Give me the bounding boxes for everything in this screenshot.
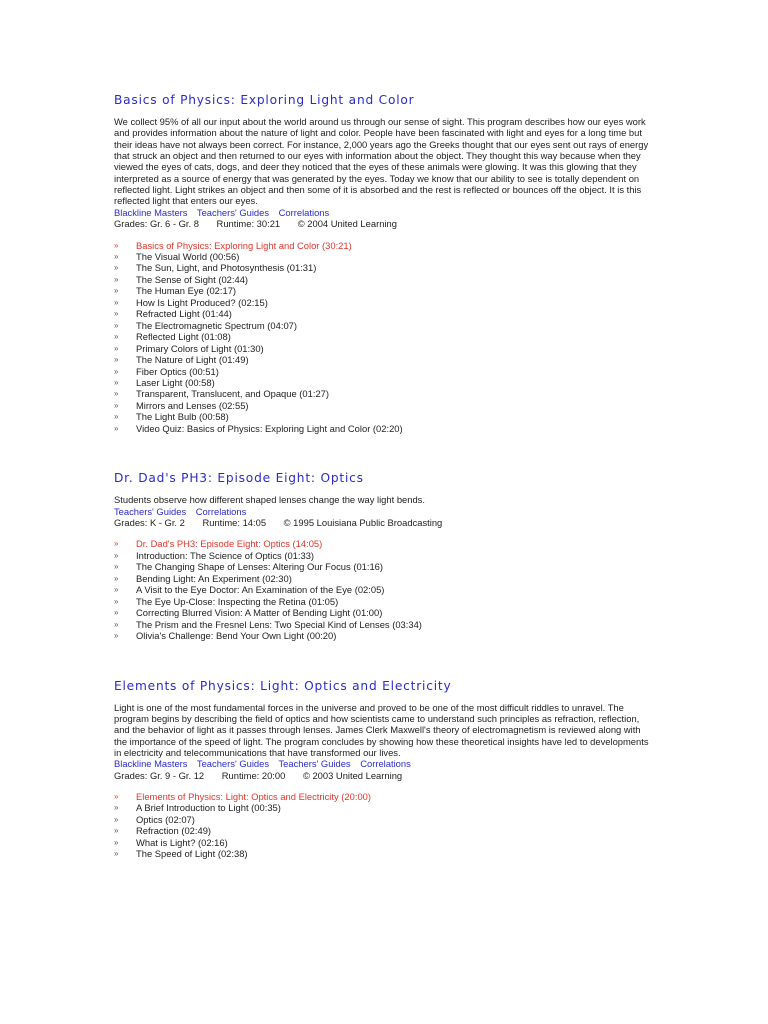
segment-item[interactable] bbox=[114, 837, 654, 848]
segment-label: The Visual World (00:56) bbox=[136, 251, 240, 263]
resource-links bbox=[114, 758, 654, 769]
program-meta bbox=[114, 517, 654, 528]
program-basics-of-physics bbox=[114, 92, 654, 434]
teachers-guides-link[interactable]: Teachers' Guides bbox=[196, 206, 270, 218]
segment-item[interactable] bbox=[114, 331, 654, 342]
segment-item[interactable] bbox=[114, 251, 654, 262]
segment-label: The Speed of Light (02:38) bbox=[136, 848, 248, 860]
correlations-link[interactable]: Correlations bbox=[360, 758, 411, 770]
segment-label: Introduction: The Science of Optics (01:33) bbox=[136, 549, 315, 561]
segment-label: Fiber Optics (00:51) bbox=[136, 365, 219, 377]
bullet-icon: » bbox=[114, 826, 119, 836]
bullet-icon: » bbox=[114, 355, 119, 365]
grades-label: Grades: Gr. 9 - Gr. 12 bbox=[114, 769, 205, 781]
copyright-label: © 1995 Louisiana Public Broadcasting bbox=[283, 517, 443, 529]
segment-label: Primary Colors of Light (01:30) bbox=[136, 342, 264, 354]
bullet-icon: » bbox=[114, 240, 119, 250]
segment-label: A Brief Introduction to Light (00:35) bbox=[136, 802, 281, 814]
bullet-icon: » bbox=[114, 286, 119, 296]
segment-label: The Nature of Light (01:49) bbox=[136, 354, 249, 366]
bullet-icon: » bbox=[114, 585, 119, 595]
segment-label: A Visit to the Eye Doctor: An Examination of the Eye (02:05) bbox=[136, 584, 385, 596]
bullet-icon: » bbox=[114, 343, 119, 353]
segment-item[interactable] bbox=[114, 400, 654, 411]
copyright-label: © 2003 United Learning bbox=[302, 769, 403, 781]
segment-label: Video Quiz: Basics of Physics: Exploring Light and Color (02:20) bbox=[136, 422, 403, 434]
segment-label: Olivia's Challenge: Bend Your Own Light (00:20) bbox=[136, 630, 337, 642]
segment-item[interactable] bbox=[114, 297, 654, 308]
segment-item[interactable] bbox=[114, 607, 654, 618]
bullet-icon: » bbox=[114, 252, 119, 262]
program-meta bbox=[114, 218, 654, 229]
segment-item[interactable] bbox=[114, 377, 654, 388]
bullet-icon: » bbox=[114, 539, 119, 549]
segment-item[interactable] bbox=[114, 630, 654, 641]
bullet-icon: » bbox=[114, 332, 119, 342]
runtime-label: Runtime: 14:05 bbox=[202, 517, 267, 529]
bullet-icon: » bbox=[114, 263, 119, 273]
program-description: We collect 95% of all our input about the world around us through our sense of sight. This program describes how our eyes work and provides information about the nature of light and color. People have been fascinated with light and eyes for a long time but their ideas have not always been correct. For instance, 2,000 years ago the Greeks thought that our eyes sent out rays of energy that struck an object and then returned to our eyes with information about the object. They thought this way because when they viewed the eyes of cats, dogs, and deer they noticed that the eyes of these animals were glowing. It was this glowing that they interpreted as a source of energy that was generated by the eyes. Today we know that our ability to see is totally dependent on reflected light. Light strikes an object and then some of it is absorbed and the rest is reflected or bounces off the object. It is this reflected light that enters our eyes. bbox=[114, 116, 649, 207]
bullet-icon: » bbox=[114, 631, 119, 641]
bullet-icon: » bbox=[114, 837, 119, 847]
bullet-icon: » bbox=[114, 596, 119, 606]
resource-links bbox=[114, 207, 654, 218]
program-listing bbox=[114, 92, 654, 860]
segment-label: The Light Bulb (00:58) bbox=[136, 411, 229, 423]
segment-label: Laser Light (00:58) bbox=[136, 377, 215, 388]
segment-label: Optics (02:07) bbox=[136, 813, 195, 825]
segment-item[interactable] bbox=[114, 584, 654, 595]
correlations-link[interactable]: Correlations bbox=[278, 206, 330, 218]
segment-item-full-program[interactable] bbox=[114, 791, 654, 802]
segment-label: The Eye Up-Close: Inspecting the Retina (01:05) bbox=[136, 595, 339, 607]
segment-label: Refraction (02:49) bbox=[136, 825, 212, 837]
segment-label: The Electromagnetic Spectrum (04:07) bbox=[136, 319, 298, 331]
bullet-icon: » bbox=[114, 389, 119, 399]
bullet-icon: » bbox=[114, 400, 119, 410]
segment-item[interactable] bbox=[114, 561, 654, 572]
segment-item[interactable] bbox=[114, 802, 654, 813]
bullet-icon: » bbox=[114, 803, 119, 813]
teachers-guides-link[interactable]: Teachers' Guides bbox=[196, 758, 270, 770]
segment-item[interactable] bbox=[114, 423, 654, 434]
blackline-masters-link[interactable]: Blackline Masters bbox=[114, 758, 188, 770]
segment-label: Bending Light: An Experiment (02:30) bbox=[136, 572, 292, 584]
bullet-icon: » bbox=[114, 814, 119, 824]
segment-item[interactable] bbox=[114, 550, 654, 561]
segment-list bbox=[114, 538, 654, 641]
segment-label: Dr. Dad's PH3: Episode Eight: Optics (14:05) bbox=[136, 538, 323, 550]
segment-label: The Prism and the Fresnel Lens: Two Special Kind of Lenses (03:34) bbox=[136, 618, 422, 630]
segment-item[interactable] bbox=[114, 343, 654, 354]
segment-label: Reflected Light (01:08) bbox=[136, 331, 231, 343]
runtime-label: Runtime: 30:21 bbox=[216, 218, 281, 230]
bullet-icon: » bbox=[114, 274, 119, 284]
resource-links bbox=[114, 506, 654, 517]
segment-item[interactable] bbox=[114, 320, 654, 331]
segment-item-full-program[interactable] bbox=[114, 240, 654, 251]
grades-label: Grades: K - Gr. 2 bbox=[114, 517, 185, 529]
program-elements-of-physics bbox=[114, 678, 654, 860]
bullet-icon: » bbox=[114, 562, 119, 572]
teachers-guides-link[interactable]: Teachers' Guides bbox=[114, 505, 187, 517]
segment-item[interactable] bbox=[114, 285, 654, 296]
segment-label: Transparent, Translucent, and Opaque (01:27) bbox=[136, 388, 329, 400]
segment-label: The Sense of Sight (02:44) bbox=[136, 273, 249, 285]
segment-label: How Is Light Produced? (02:15) bbox=[136, 296, 268, 308]
program-description: Light is one of the most fundamental forces in the universe and proved to be one of the most difficult riddles to unravel. The program begins by describing the field of optics and how scientists came to understand such principles as refraction, reflection, and the behavior of light as it passes through lenses. James Clerk Maxwell's theory of electromagnetism is reviewed along with the importance of the speed of light. The program concludes by showing how these theoretical insights have led to developments in electricity and telecommunications that have transformed our lives. bbox=[114, 701, 649, 758]
bullet-icon: » bbox=[114, 573, 119, 583]
segment-label: What is Light? (02:16) bbox=[136, 836, 228, 848]
segment-label: Elements of Physics: Light: Optics and Electricity (20:00) bbox=[136, 791, 371, 803]
segment-item[interactable] bbox=[114, 573, 654, 584]
segment-label: The Human Eye (02:17) bbox=[136, 285, 237, 297]
bullet-icon: » bbox=[114, 309, 119, 319]
bullet-icon: » bbox=[114, 792, 119, 802]
blackline-masters-link[interactable]: Blackline Masters bbox=[114, 206, 188, 218]
grades-label: Grades: Gr. 6 - Gr. 8 bbox=[114, 218, 199, 230]
bullet-icon: » bbox=[114, 849, 119, 859]
bullet-icon: » bbox=[114, 366, 119, 376]
segment-item[interactable] bbox=[114, 274, 654, 285]
runtime-label: Runtime: 20:00 bbox=[221, 769, 286, 781]
program-dr-dads-ph3 bbox=[114, 470, 654, 641]
bullet-icon: » bbox=[114, 550, 119, 560]
segment-item[interactable] bbox=[114, 388, 654, 399]
segment-item[interactable] bbox=[114, 308, 654, 319]
bullet-icon: » bbox=[114, 320, 119, 330]
segment-item[interactable] bbox=[114, 596, 654, 607]
segment-item[interactable] bbox=[114, 814, 654, 825]
segment-label: Refracted Light (01:44) bbox=[136, 308, 232, 320]
bullet-icon: » bbox=[114, 608, 119, 618]
segment-item[interactable] bbox=[114, 262, 654, 273]
bullet-icon: » bbox=[114, 412, 119, 422]
program-description: Students observe how different shaped lenses change the way light bends. bbox=[114, 494, 425, 506]
segment-label: The Changing Shape of Lenses: Altering Our Focus (01:16) bbox=[136, 561, 384, 573]
segment-label: Basics of Physics: Exploring Light and Color (30:21) bbox=[136, 239, 352, 251]
program-title: Dr. Dad's PH3: Episode Eight: Optics bbox=[114, 471, 364, 486]
bullet-icon: » bbox=[114, 423, 119, 433]
segment-label: Correcting Blurred Vision: A Matter of Bending Light (01:00) bbox=[136, 607, 383, 619]
program-meta bbox=[114, 770, 654, 781]
bullet-icon: » bbox=[114, 297, 119, 307]
program-title: Basics of Physics: Exploring Light and Color bbox=[114, 93, 415, 107]
teachers-guides-link-2[interactable]: Teachers' Guides bbox=[278, 758, 351, 770]
bullet-icon: » bbox=[114, 619, 119, 629]
program-title: Elements of Physics: Light: Optics and Electricity bbox=[114, 678, 452, 693]
correlations-link[interactable]: Correlations bbox=[195, 505, 247, 517]
segment-item[interactable] bbox=[114, 825, 654, 836]
segment-item-full-program[interactable] bbox=[114, 538, 654, 549]
bullet-icon: » bbox=[114, 378, 119, 387]
segment-label: Mirrors and Lenses (02:55) bbox=[136, 399, 249, 411]
segment-item[interactable] bbox=[114, 366, 654, 377]
copyright-label: © 2004 United Learning bbox=[297, 218, 397, 230]
segment-list bbox=[114, 240, 654, 435]
segment-item[interactable] bbox=[114, 354, 654, 365]
segment-list bbox=[114, 791, 654, 860]
segment-item[interactable] bbox=[114, 619, 654, 630]
segment-label: The Sun, Light, and Photosynthesis (01:31) bbox=[136, 262, 317, 274]
segment-item[interactable] bbox=[114, 848, 654, 859]
segment-item[interactable] bbox=[114, 411, 654, 422]
